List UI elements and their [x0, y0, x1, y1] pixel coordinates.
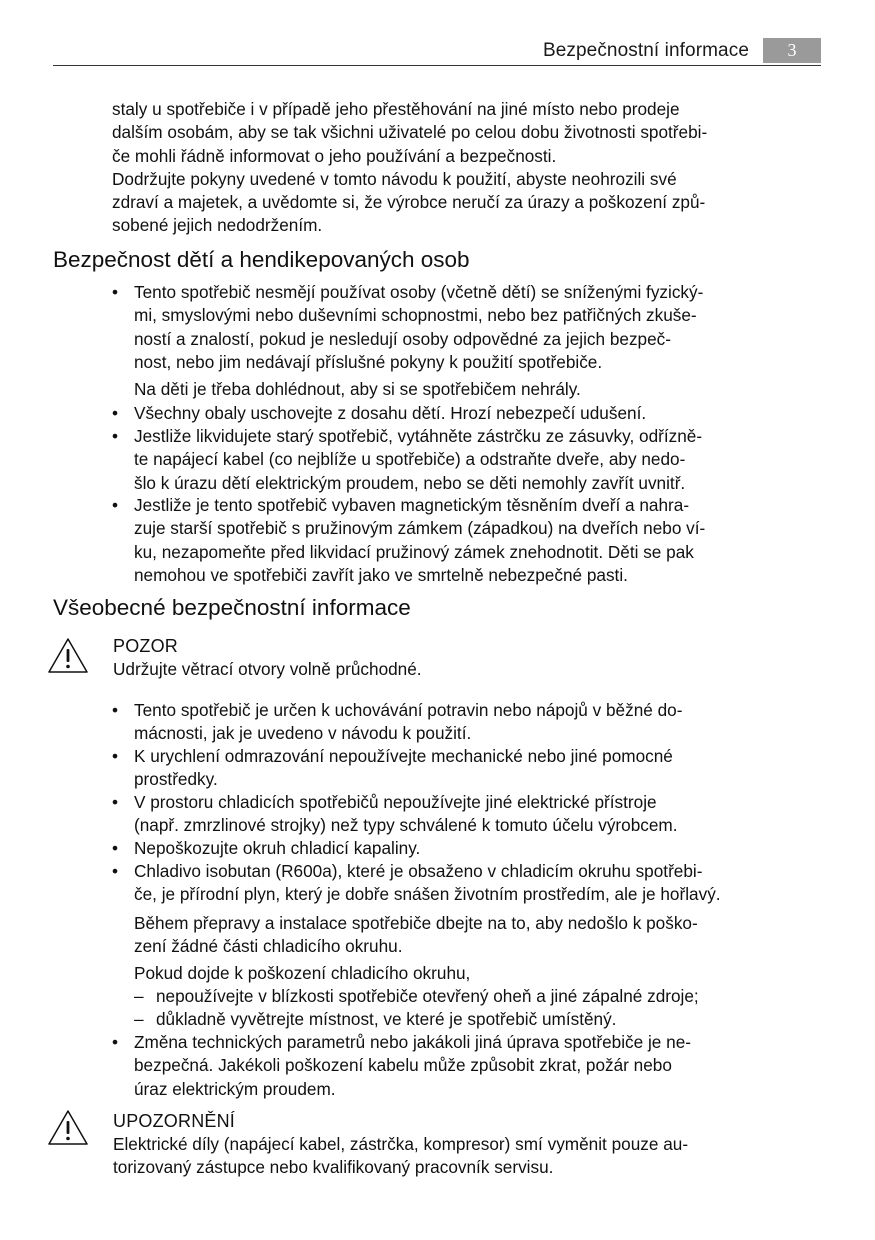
bullet-line: ku, nezapomeňte před likvidací pružinový zámek znehodnotit. Děti se pak — [134, 541, 694, 562]
bullet-line: ností a znalostí, pokud je nesledují osoby odpovědné za jejich bezpeč- — [134, 328, 671, 349]
page-header — [53, 37, 821, 66]
warning-line: torizovaný zástupce nebo kvalifikovaný pracovník servisu. — [113, 1157, 554, 1178]
bullet-symbol: • — [112, 861, 119, 881]
bullet-line: Změna technických parametrů nebo jakákoli jiná úprava spotřebiče je ne- — [134, 1032, 691, 1052]
dash-item — [134, 1008, 616, 1031]
intro-line: če mohli řádně informovat o jeho používání a bezpečnosti. — [112, 145, 557, 166]
bullet-line: V prostoru chladicích spotřebičů nepoužívejte jiné elektrické přístroje — [134, 792, 657, 812]
bullet-line: Jestliže je tento spotřebič vybaven magnetickým těsněním dveří a nahra- — [134, 495, 690, 515]
children-note: Na děti je třeba dohlédnout, aby si se spotřebičem nehrály. — [134, 379, 581, 399]
bullet-line: (např. zmrzlinové strojky) než typy schválené k tomuto účelu výrobcem. — [134, 815, 678, 836]
bullet-line: Nepoškozujte okruh chladicí kapaliny. — [134, 838, 421, 858]
bullet-symbol: • — [112, 495, 119, 515]
bullet-line: bezpečná. Jakékoli poškození kabelu může způsobit zkrat, požár nebo — [134, 1055, 672, 1076]
transport-note-line: zení žádné části chladicího okruhu. — [134, 936, 403, 957]
dash-item — [134, 985, 699, 1008]
bullet-symbol: • — [112, 1032, 119, 1052]
warning-line: Udržujte větrací otvory volně průchodné. — [113, 659, 422, 679]
dash-item-text: důkladně vyvětrejte místnost, ve které je spotřebič umístěný. — [156, 1009, 617, 1029]
bullet-symbol: • — [112, 282, 119, 302]
bullet-line: K urychlení odmrazování nepoužívejte mechanické nebo jiné pomocné — [134, 746, 673, 766]
bullet-symbol: • — [112, 426, 119, 446]
bullet-symbol: • — [112, 746, 119, 766]
intro-line: Dodržujte pokyny uvedené v tomto návodu k použití, abyste neohrozili své — [112, 168, 677, 189]
bullet-line: mácnosti, jak je uvedeno v návodu k použití. — [134, 723, 472, 744]
damage-intro: Pokud dojde k poškození chladicího okruhu, — [134, 963, 471, 983]
bullet-line: nemohou ve spotřebiči zavřít jako ve smrtelně nebezpečné pasti. — [134, 564, 628, 585]
bullet-line: Tento spotřebič je určen k uchovávání potravin nebo nápojů v běžné do- — [134, 700, 683, 720]
bullet-line: te napájecí kabel (co nejblíže u spotřebiče) a odstraňte dveře, aby nedo- — [134, 449, 686, 470]
intro-paragraph — [112, 98, 824, 238]
warning-line: Elektrické díly (napájecí kabel, zástrčka, kompresor) smí vyměnit pouze au- — [113, 1134, 689, 1154]
warning-triangle-icon — [46, 636, 90, 676]
warning-text-pozor — [113, 658, 422, 681]
warning-title-pozor: POZOR — [113, 636, 179, 656]
bullet-line: Tento spotřebič nesmějí používat osoby (včetně dětí) se sníženými fyzický- — [134, 282, 704, 302]
bullet-symbol: • — [112, 838, 119, 858]
warning-text-upozorneni — [113, 1133, 688, 1180]
transport-note-line: Během přepravy a instalace spotřebiče dbejte na to, aby nedošlo k poško- — [134, 913, 698, 933]
bullet-symbol: • — [112, 700, 119, 720]
section-heading-children: Bezpečnost dětí a hendikepovaných osob — [53, 247, 470, 272]
dash-item-text: nepoužívejte v blízkosti spotřebiče otevřený oheň a jiné zápalné zdroje; — [156, 986, 699, 1006]
bullet-line: Všechny obaly uschovejte z dosahu dětí. Hrozí nebezpečí udušení. — [134, 403, 647, 423]
bullet-line: zuje starší spotřebič s pružinovým zámkem (západkou) na dveřích nebo ví- — [134, 518, 706, 539]
bullet-line: Chladivo isobutan (R600a), které je obsaženo v chladicím okruhu spotřebi- — [134, 861, 703, 881]
bullet-line: úraz elektrickým proudem. — [134, 1078, 336, 1099]
section-heading-general: Všeobecné bezpečnostní informace — [53, 595, 411, 620]
intro-line: zdraví a majetek, a uvědomte si, že výrobce neručí za úrazy a poškození způ- — [112, 192, 706, 213]
bullet-line: nost, nebo jim nedávají příslušné pokyny k použití spotřebiče. — [134, 351, 603, 372]
warning-title-upozorneni: UPOZORNĚNÍ — [113, 1111, 236, 1131]
bullet-symbol: • — [112, 403, 119, 423]
intro-line: sobené jejich nedodržením. — [112, 215, 323, 236]
transport-note — [134, 912, 698, 959]
header-title: Bezpečnostní informace — [542, 40, 749, 61]
bullet-line: Jestliže likvidujete starý spotřebič, vytáhněte zástrčku ze zásuvky, odřízně- — [134, 426, 703, 446]
bullet-line: prostředky. — [134, 769, 218, 790]
bullet-line: če, je přírodní plyn, který je dobře snášen životním prostředím, ale je hořlavý. — [134, 884, 721, 905]
dash-symbol: – — [134, 1009, 144, 1029]
bullet-line: mi, smyslovými nebo duševními schopnostmi, nebo bez patřičných zkuše- — [134, 305, 697, 326]
bullet-line: šlo k úrazu dětí elektrickým proudem, nebo se děti nemohly zavřít uvnitř. — [134, 472, 686, 493]
intro-line: dalším osobám, aby se tak všichni uživatelé po celou dobu životnosti spotřebi- — [112, 122, 708, 143]
page-number: 3 — [763, 38, 821, 63]
bullet-symbol: • — [112, 792, 119, 812]
dash-symbol: – — [134, 986, 144, 1006]
warning-triangle-icon — [46, 1108, 90, 1148]
intro-line: staly u spotřebiče i v případě jeho přestěhování na jiné místo nebo prodeje — [112, 99, 680, 119]
